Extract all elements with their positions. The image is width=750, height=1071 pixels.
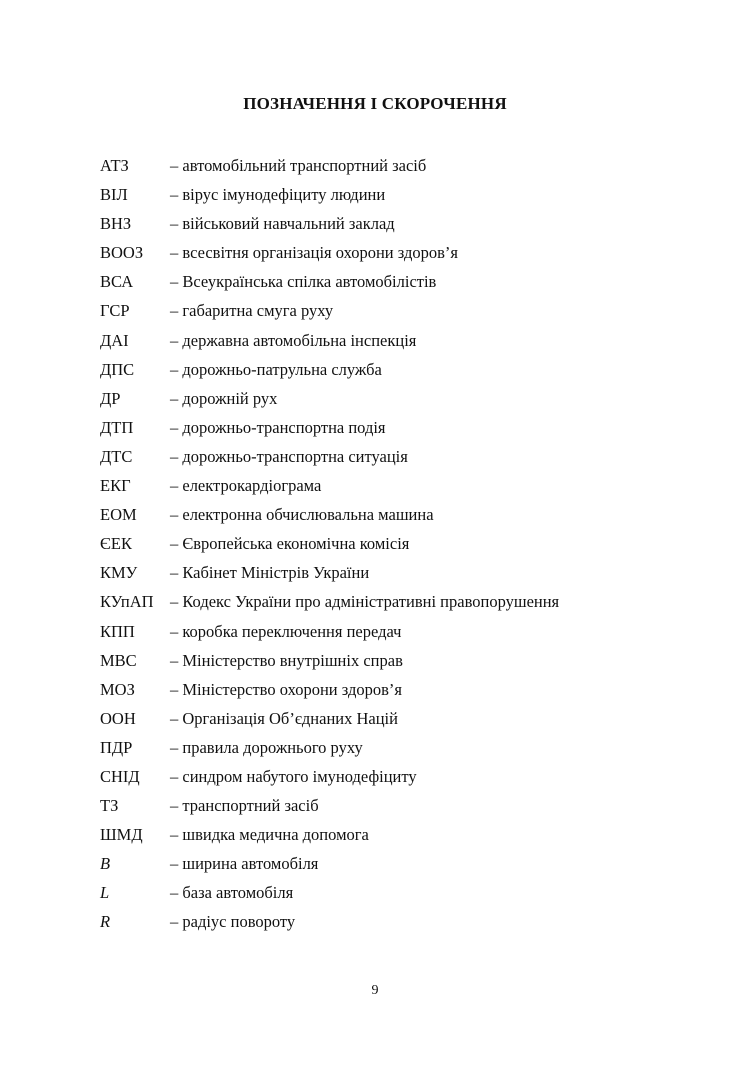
abbreviation-term: ЕКГ (100, 476, 131, 496)
abbreviation-definition: – дорожньо-транспортна подія (170, 417, 386, 437)
abbreviation-term: АТЗ (100, 156, 129, 175)
abbreviation-definition: – коробка переключення передач (170, 621, 402, 641)
abbreviation-row (100, 212, 559, 241)
abbreviation-row (100, 649, 559, 678)
abbreviation-row (100, 532, 559, 561)
abbreviation-term: ДТС (100, 446, 133, 466)
abbreviation-definition: – дорожній рух (170, 388, 278, 408)
abbreviation-definition: – дорожньо-патрульна служба (170, 359, 382, 379)
abbreviation-row (100, 794, 559, 823)
abbreviation-definition: – радіус повороту (170, 912, 296, 932)
abbreviation-row (100, 503, 559, 532)
abbreviation-row (100, 736, 559, 765)
abbreviation-term: R (100, 912, 111, 932)
abbreviation-term: ВСА (100, 272, 134, 292)
abbreviation-definition: – габаритна смуга руху (170, 301, 334, 321)
abbreviation-definition: – військовий навчальний заклад (170, 214, 395, 234)
abbreviation-definition: – автомобільний транспортний засіб (170, 156, 427, 175)
abbreviation-term: ВООЗ (100, 243, 144, 263)
abbreviation-term: ВІЛ (100, 185, 128, 205)
abbreviation-row (100, 358, 559, 387)
abbreviation-definition: – синдром набутого імунодефіциту (170, 766, 417, 786)
abbreviation-term: КМУ (100, 563, 138, 583)
abbreviation-term: ДТП (100, 417, 134, 437)
abbreviation-term: ГСР (100, 301, 130, 321)
abbreviation-term: ШМД (100, 825, 143, 845)
abbreviation-row (100, 387, 559, 416)
abbreviation-row (100, 707, 559, 736)
abbreviation-term: ТЗ (100, 796, 119, 816)
abbreviation-definition: – швидка медична допомога (170, 825, 369, 845)
abbreviation-row (100, 416, 559, 445)
abbreviation-term: КУпАП (100, 592, 154, 612)
abbreviation-definition: – електрокардіограма (170, 476, 322, 496)
abbreviation-row (100, 678, 559, 707)
abbreviation-definition: – електронна обчислювальна машина (170, 505, 434, 525)
abbreviation-row (100, 590, 559, 619)
abbreviation-row (100, 270, 559, 299)
abbreviation-term: СНІД (100, 766, 140, 786)
abbreviation-definition: – Кабінет Міністрів України (170, 563, 370, 583)
abbreviation-definition: – правила дорожнього руху (170, 737, 363, 757)
abbreviation-definition: – Організація Об’єднаних Націй (170, 708, 398, 728)
abbreviation-definition: – Європейська економічна комісія (170, 534, 410, 554)
abbreviation-row (100, 445, 559, 474)
abbreviation-row (100, 329, 559, 358)
abbreviation-definition: – транспортний засіб (170, 796, 319, 816)
abbreviation-term: B (100, 854, 111, 874)
abbreviation-row (100, 765, 559, 794)
abbreviation-term: ДАІ (100, 330, 129, 350)
abbreviation-term: ЄЕК (100, 534, 132, 554)
abbreviation-term: ДР (100, 388, 121, 408)
abbreviation-row (100, 299, 559, 328)
abbreviation-definition: – державна автомобільна інспекція (170, 330, 417, 350)
abbreviation-row (100, 474, 559, 503)
abbreviation-row (100, 620, 559, 649)
abbreviation-row (100, 183, 559, 212)
abbreviation-row (100, 561, 559, 590)
abbreviation-row (100, 881, 559, 910)
abbreviation-term: ПДР (100, 737, 133, 757)
abbreviation-term: МОЗ (100, 679, 135, 699)
abbreviation-definition: – база автомобіля (170, 883, 294, 903)
abbreviation-definition: – Міністерство охорони здоров’я (170, 679, 402, 699)
abbreviation-term: ДПС (100, 359, 135, 379)
abbreviation-definition: – Кодекс України про адміністративні правопорушення (170, 592, 560, 612)
abbreviation-row (100, 154, 559, 183)
abbreviation-row (100, 241, 559, 270)
page-title: ПОЗНАЧЕННЯ І СКОРОЧЕННЯ (243, 94, 507, 113)
abbreviation-term: КПП (100, 621, 135, 641)
abbreviation-list (100, 154, 559, 940)
abbreviation-row (100, 910, 559, 939)
abbreviation-definition: – всесвітня організація охорони здоров’я (170, 243, 458, 263)
abbreviation-term: МВС (100, 650, 137, 670)
page-number: 9 (371, 983, 379, 998)
abbreviation-definition: – ширина автомобіля (170, 854, 319, 874)
abbreviation-term: ВНЗ (100, 214, 132, 234)
abbreviation-definition: – вірус імунодефіциту людини (170, 185, 386, 205)
abbreviation-row (100, 823, 559, 852)
abbreviation-term: ООН (100, 708, 136, 728)
abbreviation-row (100, 852, 559, 881)
abbreviation-definition: – Всеукраїнська спілка автомобілістів (170, 272, 437, 292)
abbreviation-term: L (100, 883, 110, 903)
abbreviation-term: ЕОМ (100, 505, 137, 525)
abbreviation-definition: – дорожньо-транспортна ситуація (170, 446, 408, 466)
abbreviation-definition: – Міністерство внутрішніх справ (170, 650, 403, 670)
